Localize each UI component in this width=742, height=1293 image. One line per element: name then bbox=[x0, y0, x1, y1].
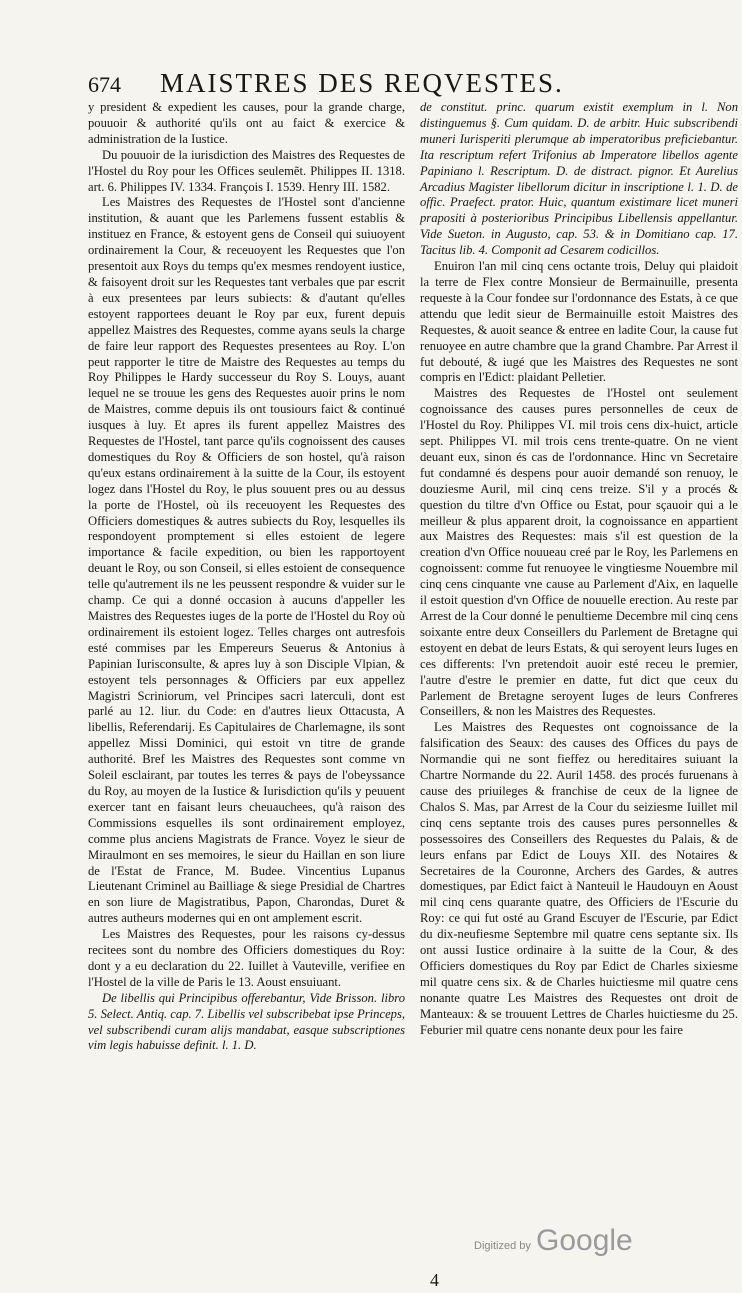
signature-mark: 4 bbox=[430, 1270, 439, 1290]
paragraph: De libellis qui Principibus offerebantur, Vide Brisson. libro 5. Select. Antiq. cap. 7. Libellis vel subscribebat ipse Princeps, vel subscribendi curam alijs mandabat, easque subscriptiones vim legis habuisse definit. l. 1. D. bbox=[88, 990, 406, 1053]
paragraph: Du pouuoir de la iurisdiction des Maistres des Requestes de l'Hostel du Roy pour les Offices seulemẽt. Philippes II. 1318. art. 6. Philippes IV. 1334. François I. 1539. Henry III. 1582. bbox=[88, 147, 405, 194]
paragraph: y president & expedient les causes, pour la grande charge, pouuoir & authorité qu'ils ont au faict & exercice & administration de la Iustice. bbox=[88, 100, 405, 146]
paragraph: de constitut. princ. quarum existit exemplum in l. Non distinguemus §. Cum quidam. D. de arbitr. Huic subscribendi muneri Iurisperiti plerumque ab imperatoribus preficiebantur. Ita rescriptum refert Trifonius ab Imperatore libellos agente Papiniano l. Rescriptum. D. de distract. pignor. Et Aurelius Arcadius Magister libellorum dicitur in inscriptione l. 1. D. de offic. Praefect. prator. Huic, quantum existimare licet muneri prapositi à posterioribus Principibus Libellensis appellantur. Vide Sueton. in Augusto, cap. 53. & in Domitiano cap. 17. Tacitus lib. 4. Componit ad Cesarem codicillos. bbox=[420, 100, 738, 258]
running-title: MAISTRES DES REQVESTES. bbox=[160, 68, 564, 98]
right-column bbox=[420, 100, 738, 1038]
google-logo: Google bbox=[536, 1224, 633, 1257]
left-column bbox=[88, 100, 405, 1054]
paragraph: Enuiron l'an mil cinq cens octante trois, Deluy qui plaidoit la terre de Flex contre Monsieur de Bermainuille, presenta requeste à la Cour fondee sur l'ordonnance des Estats, à ce que attendu que ledit sieur de Bermainuille estoit Maistres des Requestes, & auoit seance & entree en ladite Cour, la cause fut renuoyee en autre chambre que la grand Chambre. Par Arrest il fut debouté, & iugé que les Maistres des Requestes ne sont compris en l'Edict: plaidant Pelletier. bbox=[420, 259, 738, 385]
page-header bbox=[88, 68, 728, 100]
digitized-by-text: Digitized by bbox=[474, 1240, 531, 1252]
paragraph: Les Maistres des Requestes de l'Hostel sont d'ancienne institution, & auant que les Parlemens fussent establis & instituez en France, & estoyent gens de Conseil qui suiuoyent ordinairement la Cour, & receuoyent les Requestes que l'on presentoit aux Roys du temps qu'ex mesmes rendoyent iustice, & faisoyent droit sur les Requestes tant verbales que par escrit à eux presentees par leurs subiects: & d'autant qu'elles estoyent rapportees deuant le Roy par eux, furent depuis appellez Maistres des Requestes, comme ayans seuls la charge de faire leur rapport des Requestes presentees au Roy. L'on peut rapporter le titre de Maistre des Requestes au temps du Roy Philippes le Hardy successeur du Roy S. Louys, auant lequel ne se trouue les gens des Requestes auoir prins le nom de Maistres, comme depuis ils ont tousiours faict & continué iusques à luy. Et apres ils furent appellez Maistres des Requestes de l'Hostel, tant parce qu'ils cognoissent des causes domestiques du Roy & Officiers de son hostel, qu'à raison qu'eux estans ordinairement à la suitte de la Cour, ils estoyent logez dans l'Hostel du Roy, le plus souuent pres ou au dessus la porte de l'Hostel, où ils receuoyent les Requestes des Officiers domestiques & autres subiects du Roy, lesquelles ils respondoyent promptement si elles estoient de legere importance & facile expedition, ou bien les rapportoyent deuant le Roy, ou son Conseil, si elles estoient de consequence telle qu'autrement ils ne les peussent respondre & vuider sur le champ. Ce qui a donné occasion à aucuns d'appeller les Maistres des Requestes iuges de la porte de l'Hostel du Roy où ordinairement ils estoient logez. Telles charges ont autresfois esté commises par les Empereurs Seuerus & Antonius à Papinian Iurisconsulte, & apres luy à son Disciple Vlpian, & estoyent tels personnages & Officiers par eux appellez Magistri Scriniorum, vel Principes sacri laterculi, dont est parlé au 12. liur. du Code: en d'autres lieux Ottacusta, A libellis, Referendarij. Es Capitulaires de Charlemagne, ils sont appellez Missi Dominici, qui estoit vn titre de grande authorité. Bref les Maistres des Requestes sont comme vn Soleil esclairant, par toutes les terres & pays de l'obeyssance du Roy, au moyen de la Iustice & Iurisdiction qu'ils y peuuent exercer tant en faisant leurs cheuauchees, qu'à raison des Commissions esquelles ils sont ordinairement employez, comme plus anciens Magistrats de France. Voyez le sieur de Miraulmont en ses memoires, le sieur du Haillan en son liure de l'Estat de France, M. Budee. Vincentius Lupanus Lieutenant Criminel au Bailliage & siege Presidial de Chartres en son liure de Magistratibus, Papon, Charondas, Duret & autres autheurs modernes qui en ont amplement escrit. bbox=[88, 195, 405, 926]
paragraph: Les Maistres des Requestes ont cognoissance de la falsification des Seaux: des causes des Offices du pays de Normandie qui ne sont fieffez ou hereditaires suiuant la Chartre Normande du 22. Auril 1458. des procés furuenans à cause des priuileges & franchise de ceux de la lignee de Chalos S. Mas, par Arrest de la Cour du seiziesme Iuillet mil cinq cens septante trois des causes pures personnelles & possessoires des Conseillers des Requestes du Palais, & de leurs enfans par Edict de Louys XII. des Notaires & Secretaires de la Couronne, Archers des Gardes, & autres domestiques, par Edict faict à Nanteuil le Haudouyn en Aoust mil cinq cens quarante quatre, des Officiers de l'Escurie du Roy: ce qui fut osté au Grand Escuyer de l'Escurie, par Edict du dix-neufiesme Septembre mil quatre cens septante six. Ils ont aussi Iustice ordinaire à la suitte de la Cour, & des Officiers domestiques du Roy par Edict de Charles sixiesme mil quatre cens six. & de Charles huictiesme mil quatre cens nonante quatre Les Maistres des Requestes ont droit de Manteaux: & se trouuent Lettres de Charles huictiesme du 25. Feburier mil quatre cens nonante deux pour les faire bbox=[420, 720, 738, 1037]
page-number: 674 bbox=[88, 72, 121, 97]
paragraph: Maistres des Requestes de l'Hostel ont seulement cognoissance des causes pures personnelles de ceux de l'Hostel du Roy. Philippes VI. mil trois cens dix-huict, article sept. Philippes VI. mil trois cens trente-quatre. On ne vient deuant eux, sinon és cas de l'ordonnance. Hinc vn Secretaire fut condamné és despens pour auoir demandé son renuoy, le douziesme Auril, mil cinq cens treize. S'il y a procés & question du tiltre d'vn Office ou Estat, pour sçauoir qui a le meilleur & plus apparent droit, la cognoissance en appartient aux Maistres des Requestes: mais s'il est question de la creation d'vn Office nouueau creé par le Roy, les Parlemens en cognoissent: comme fut renuoyee le vingtiesme Nouembre mil cinq cens cinquante vne cause au Parlement d'Aix, en laquelle il estoit question d'vn Office de nouuelle erection. Au reste par Arrest de la Cour donné le penultieme Decembre mil cinq cens soixante entre deux Conseillers du Parlement de Bretagne qui estoyent en debat de leurs Estats, & qui seroyent leurs Iuges en ces differents: l'vn pretendoit auoir esté receu le premier, l'autre d'estre le premier en datte, fut dict que ceux du Parlement de Bretagne seroyent Iuges de leurs Confreres Conseillers, & non les Maistres des Requestes. bbox=[420, 386, 738, 719]
paragraph: Les Maistres des Requestes, pour les raisons cy-dessus recitees sont du nombre des Officiers domestiques du Roy: dont y a eu declaration du 22. Iuillet à Vauteville, verifiee en l'Hostel de la ville de Paris le 13. Aoust ensuiuant. bbox=[88, 927, 405, 989]
